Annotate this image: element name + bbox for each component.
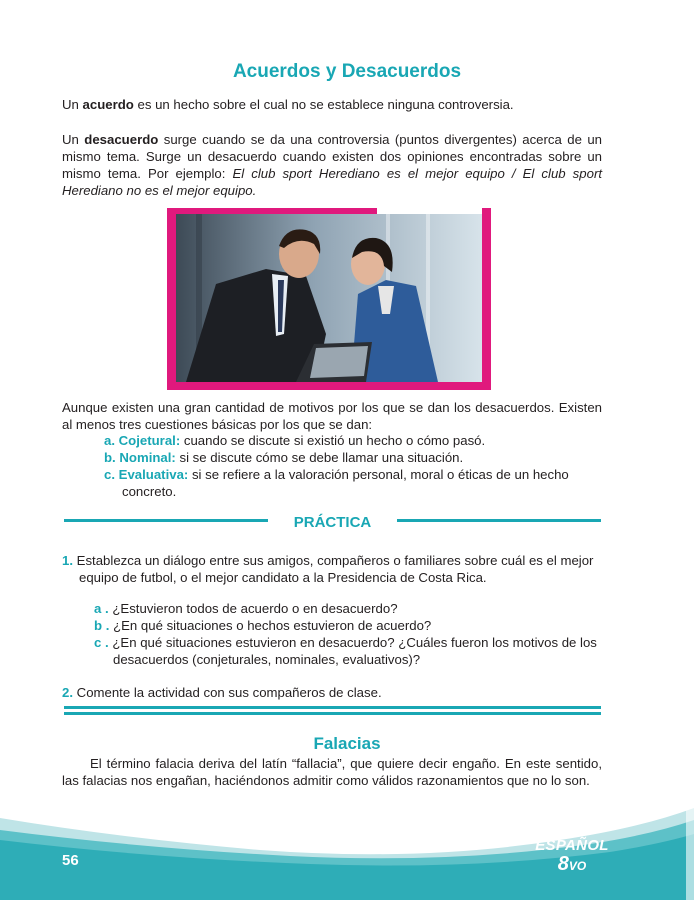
exercise-2: 2. Comente la actividad con sus compañeros de clase. [62, 685, 382, 700]
list-item: c . ¿En qué situaciones estuvieron en desacuerdo? ¿Cuáles fueron los motivos de los desacuerdos (conjeturales, nominales, evaluativos)? [94, 635, 597, 667]
motives-paragraph: Aunque existen una gran cantidad de motivos por los que se dan los desacuerdos. Existen al menos tres cuestiones básicas por los que se dan: [62, 400, 602, 432]
list-item: a . ¿Estuvieron todos de acuerdo o en desacuerdo? [94, 601, 398, 616]
divider-right [397, 519, 601, 522]
divider-double-top [64, 706, 601, 709]
illustration-photo [167, 208, 491, 390]
practice-heading: PRÁCTICA [293, 514, 372, 531]
divider-double-bottom [64, 712, 601, 715]
list-item: b . ¿En qué situaciones o hechos estuvieron de acuerdo? [94, 618, 432, 633]
list-item: a. Cojetural: cuando se discute si existió un hecho o cómo pasó. [104, 433, 486, 448]
list-item: c. Evaluativa: si se refiere a la valoración personal, moral o éticas de un hecho concreto. [104, 467, 569, 499]
disagreement-types-list [104, 432, 604, 500]
falacias-title: Falacias [313, 734, 381, 753]
exercise-1: 1. Establezca un diálogo entre sus amigos, compañeros o familiares sobre cuál es el mejor equipo de futbol, o el mejor candidato a la Presidencia de Costa Rica. [62, 553, 594, 585]
exercise-1-questions [94, 600, 604, 668]
desacuerdo-definition: Un desacuerdo surge cuando se da una controversia (puntos divergentes) acerca de un mismo tema. Surge un desacuerdo cuando existen dos opiniones encontradas sobre un mismo tema. Por ejemplo: El club sport Herediano es el mejor equipo / El club sport Herediano no es el mejor equipo. [62, 132, 602, 198]
business-disagreement-image [176, 214, 482, 382]
page-number: 56 [62, 852, 79, 869]
acuerdo-definition: Un acuerdo es un hecho sobre el cual no se establece ninguna controversia. [62, 97, 514, 112]
page-title: Acuerdos y Desacuerdos [232, 61, 462, 82]
divider-left [64, 519, 268, 522]
brand-logo: ESPAÑOL 8VO [535, 837, 609, 875]
falacias-paragraph: El término falacia deriva del latín “fallacia”, que quiere decir engaño. En este sentido, las falacias nos engañan, haciéndonos admitir como válidos razonamientos que no lo son. [62, 756, 602, 788]
list-item: b. Nominal: si se discute cómo se debe llamar una situación. [104, 450, 464, 465]
